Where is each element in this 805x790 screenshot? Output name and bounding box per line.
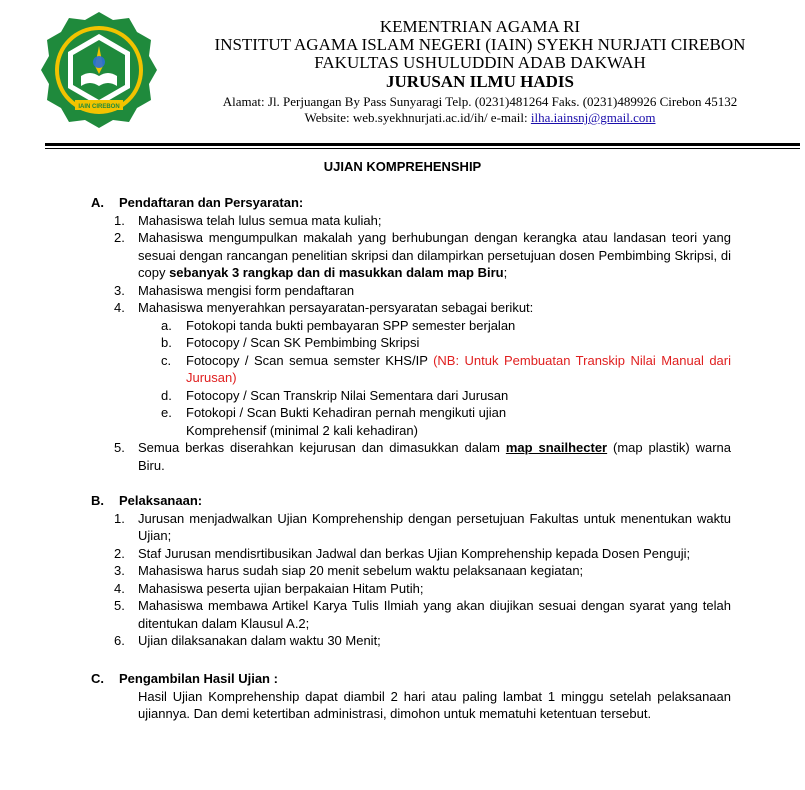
- document-title: UJIAN KOMPREHENSHIP: [323, 159, 482, 174]
- list-item: 5. Semua berkas diserahkan kejurusan dan dimasukkan dalam map snailhecter (map plastik) warna Biru.: [114, 440, 731, 473]
- requirements-sublist: [138, 317, 731, 440]
- ministry-name: KEMENTRIAN AGAMA RI: [379, 17, 581, 36]
- section-title: Pendaftaran dan Persyaratan:: [119, 195, 304, 210]
- section-title: Pelaksanaan:: [119, 493, 203, 508]
- list-item: 6. Ujian dilaksanakan dalam waktu 30 Menit;: [114, 633, 381, 648]
- section-letter: A.: [91, 195, 104, 210]
- section-b-heading: [91, 492, 731, 510]
- faculty-name: FAKULTAS USHULUDDIN ADAB DAKWAH: [314, 53, 646, 72]
- section-c-paragraph: Hasil Ujian Komprehenship dapat diambil 2 hari atau paling lambat 1 minggu setelah pelaksanaan ujiannya. Dan demi ketertiban administrasi, dimohon untuk mematuhi ketentuan tersebut.: [138, 688, 731, 721]
- section-title: Pengambilan Hasil Ujian :: [119, 671, 278, 686]
- section-a-list: [91, 212, 731, 475]
- institute-name: INSTITUT AGAMA ISLAM NEGERI (IAIN) SYEKH NURJATI CIREBON: [214, 35, 746, 54]
- sublist-item: d. Fotocopy / Scan Transkrip Nilai Sementara dari Jurusan: [161, 387, 509, 403]
- list-item: 2. Staf Jurusan mendisrtibusikan Jadwal dan berkas Ujian Komprehenship kepada Dosen Penguji;: [114, 545, 691, 561]
- section-a-heading: [91, 194, 731, 212]
- list-item: 1. Jurusan menjadwalkan Ujian Komprehenship dengan persetujuan Fakultas untuk menentukan waktu Ujian;: [114, 510, 731, 543]
- red-note: (NB: Untuk Pembuatan Transkip Nilai Manual dari Jurusan): [186, 352, 731, 385]
- list-item: 3. Mahasiswa harus sudah siap 20 menit sebelum waktu pelaksanaan kegiatan;: [114, 563, 584, 578]
- logo-text: IAIN CIREBON: [78, 104, 120, 110]
- address-line: Alamat: Jl. Perjuangan By Pass Sunyaragi Telp. (0231)481264 Faks. (0231)489926 Cirebon 45132: [222, 94, 738, 109]
- section-b: [91, 492, 731, 650]
- emphasis-text: sebanyak 3 rangkap dan di masukkan dalam map Biru: [169, 265, 504, 280]
- sublist-item: c. Fotocopy / Scan semua semster KHS/IP (NB: Untuk Pembuatan Transkip Nilai Manual dari Jurusan): [161, 352, 731, 385]
- list-item: 4. Mahasiswa menyerahkan persayaratan-persyaratan sebagai berikut: a. Fotokopi tanda bukti pembayaran SPP semester berjalan b. Fotocopy / Scan SK Pembimbing Skripsi c. Fotocopy / Scan semua semster KHS/IP (NB: Untuk Pembuatan Transkip Nilai Manual dari Jurusan) d. Fotocopy / Scan Transkrip Nilai Sementara dari Jurusan e. Fotokopi / Scan Bukti Kehadiran pernah mengikuti ujian Komprehensif (minimal 2 kali kehadiran): [114, 300, 731, 438]
- letterhead-rule-thick: [45, 143, 800, 146]
- list-item: 2. Mahasiswa mengumpulkan makalah yang berhubungan dengan kerangka atau landasan teori yang sesuai dengan rancangan penelitian skripsi dan dilampirkan persetujuan dosen Pembimbing Skripsi, di copy sebanyak 3 rangkap dan di masukkan dalam map Biru;: [114, 230, 731, 280]
- list-item: 1. Mahasiswa telah lulus semua mata kuliah;: [114, 212, 382, 228]
- sublist-item: b. Fotocopy / Scan SK Pembimbing Skripsi: [161, 335, 420, 350]
- list-item: 5. Mahasiswa membawa Artikel Karya Tulis Ilmiah yang akan diujikan sesuai dengan syarat yang telah ditentukan dalam Klausul A.2;: [114, 598, 731, 631]
- section-letter: B.: [91, 493, 104, 508]
- section-a: [91, 194, 731, 474]
- institution-logo-icon: [38, 10, 160, 130]
- letterhead: [170, 18, 790, 125]
- sublist-item: a. Fotokopi tanda bukti pembayaran SPP semester berjalan: [161, 317, 516, 333]
- department-name: JURUSAN ILMU HADIS: [386, 72, 574, 91]
- section-b-list: [91, 510, 731, 650]
- letterhead-rule-thin: [45, 148, 800, 149]
- website-text: Website: web.syekhnurjati.ac.id/ih/ e-mail:: [304, 110, 531, 125]
- email-link[interactable]: ilha.iainsnj@gmail.com: [530, 110, 656, 125]
- section-c: [91, 670, 731, 723]
- section-c-heading: [91, 670, 731, 688]
- section-letter: C.: [91, 671, 104, 686]
- list-item: 3. Mahasiswa mengisi form pendaftaran: [114, 282, 355, 298]
- list-item: 4. Mahasiswa peserta ujian berpakaian Hitam Putih;: [114, 580, 424, 596]
- emphasis-text: map snailhecter: [505, 440, 608, 455]
- contact-line: [170, 110, 790, 125]
- sublist-item: e. Fotokopi / Scan Bukti Kehadiran pernah mengikuti ujian Komprehensif (minimal 2 kali kehadiran): [161, 405, 507, 438]
